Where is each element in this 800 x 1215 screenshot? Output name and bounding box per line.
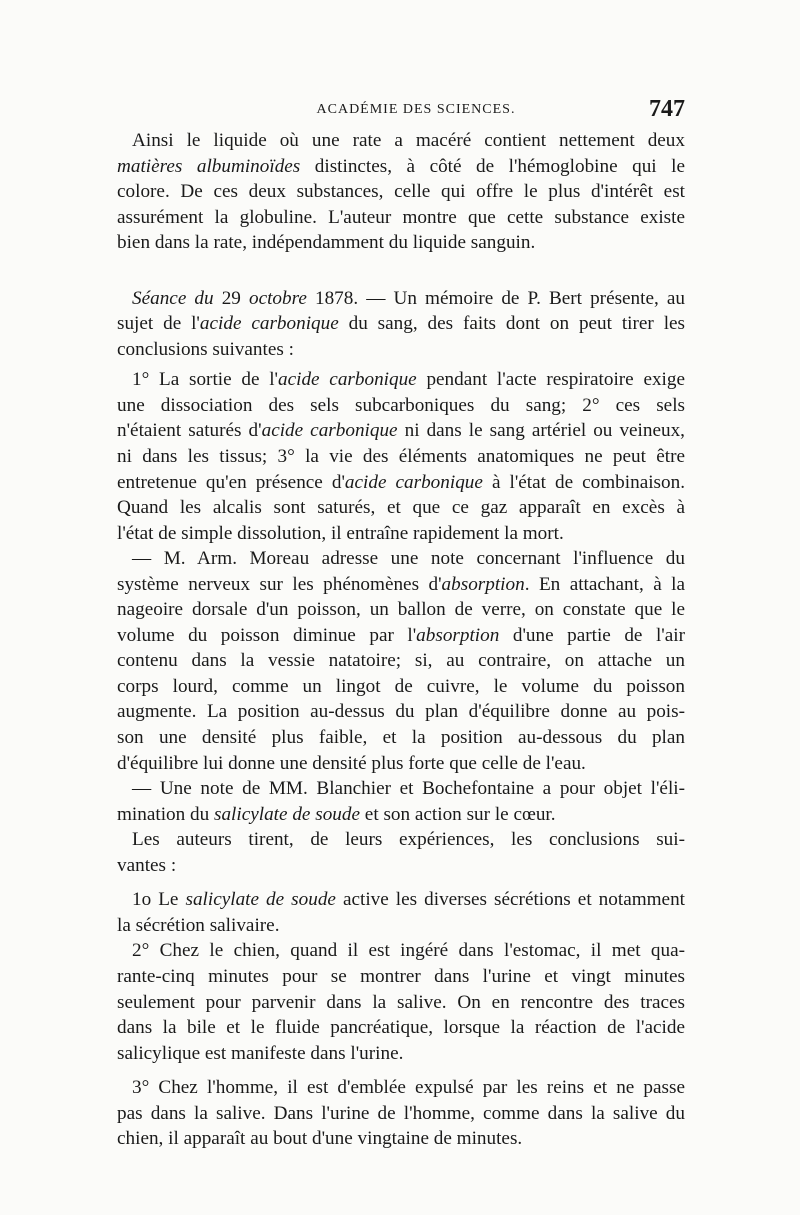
- text-line: chien, il apparaît au bout d'une vingtaine de minutes.: [117, 1128, 523, 1150]
- text-line: mination du salicylate de soude et son action sur le cœur.: [117, 803, 556, 825]
- page-number: 747: [649, 96, 685, 122]
- text-line: vantes :: [117, 854, 177, 876]
- text-line: conclusions suivantes :: [117, 338, 294, 360]
- italic-term: octobre: [248, 287, 307, 309]
- text-line: pas dans la salive. Dans l'urine de l'homme, comme dans la salive du: [117, 1102, 685, 1124]
- text-line: Séance du 29 octobre 1878. — Un mémoire de P. Bert présente, au: [132, 287, 685, 309]
- italic-term: absorption: [441, 573, 525, 595]
- text-line: — Une note de MM. Blanchier et Bochefontaine a pour objet l'éli-: [132, 778, 685, 800]
- text-line: Ainsi le liquide où une rate a macéré contient nettement deux: [132, 130, 685, 151]
- italic-term: acide carbonique: [344, 471, 483, 493]
- italic-term: acide carbonique: [261, 420, 398, 442]
- text-line: 1° La sortie de l'acide carbonique pendant l'acte respiratoire exige: [132, 369, 685, 391]
- text-line: dans la bile et le fluide pancréatique, lorsque la réaction de l'acide: [117, 1017, 685, 1039]
- text-line: matières albuminoïdes distinctes, à côté de l'hémoglobine qui le: [117, 155, 685, 177]
- text-line: n'étaient saturés d'acide carbonique ni dans le sang artériel ou veineux,: [117, 420, 685, 442]
- text-line: augmente. La position au-dessus du plan d'équilibre donne au pois-: [117, 701, 685, 723]
- text-line: assurément la globuline. L'auteur montre que cette substance existe: [117, 206, 685, 228]
- text-line: système nerveux sur les phénomènes d'absorption. En attachant, à la: [117, 573, 685, 595]
- text-line: l'état de simple dissolution, il entraîne rapidement la mort.: [117, 522, 564, 544]
- text-line: salicylique est manifeste dans l'urine.: [117, 1042, 404, 1064]
- text-line: la sécrétion salivaire.: [117, 914, 280, 936]
- text-line: bien dans la rate, indépendamment du liquide sanguin.: [117, 232, 536, 254]
- text-line: colore. De ces deux substances, celle qui offre le plus d'intérêt est: [117, 181, 685, 203]
- text-line: Les auteurs tirent, de leurs expériences, les conclusions sui-: [132, 829, 685, 851]
- italic-term: acide carbonique: [278, 369, 417, 391]
- text-line: volume du poisson diminue par l'absorption d'une partie de l'air: [117, 624, 685, 646]
- italic-term: acide carbonique: [199, 313, 339, 335]
- text-line: 1o Le salicylate de soude active les diverses sécrétions et notamment: [132, 889, 685, 911]
- running-head: [117, 96, 685, 126]
- text-line: contenu dans la vessie natatoire; si, au contraire, on attache un: [117, 650, 685, 672]
- text-line: 2° Chez le chien, quand il est ingéré dans l'estomac, il met qua-: [132, 940, 685, 962]
- text-line: sujet de l'acide carbonique du sang, des faits dont on peut tirer les: [117, 313, 685, 335]
- text-line: — M. Arm. Moreau adresse une note concernant l'influence du: [132, 548, 685, 570]
- italic-term: salicylate de soude: [185, 889, 336, 911]
- running-title: ACADÉMIE DES SCIENCES.: [316, 102, 516, 117]
- text-line: son une densité plus faible, et la position au-dessous du plan: [117, 727, 685, 749]
- text-line: d'équilibre lui donne une densité plus forte que celle de l'eau.: [117, 752, 586, 774]
- text-line: seulement pour parvenir dans la salive. On en rencontre des traces: [117, 991, 685, 1013]
- text-line: Quand les alcalis sont saturés, et que ce gaz apparaît en excès à: [117, 497, 685, 519]
- text-line: 3° Chez l'homme, il est d'emblée expulsé par les reins et ne passe: [132, 1077, 685, 1099]
- italic-term: salicylate de soude: [214, 803, 360, 825]
- text-line: nageoire dorsale d'un poisson, un ballon de verre, on constate que le: [117, 599, 685, 621]
- text-line: corps lourd, comme un lingot de cuivre, le volume du poisson: [117, 675, 685, 697]
- text-line: ni dans les tissus; 3° la vie des éléments anatomiques ne peut être: [117, 446, 685, 468]
- italic-term: matières albuminoïdes: [117, 155, 301, 177]
- italic-term: absorption: [416, 624, 500, 646]
- text-line: entretenue qu'en présence d'acide carbonique à l'état de combinaison.: [117, 471, 685, 493]
- text-line: une dissociation des sels subcarboniques du sang; 2° ces sels: [117, 394, 685, 416]
- body-text: [117, 128, 685, 1152]
- italic-term: Séance du: [132, 287, 214, 309]
- text-line: rante-cinq minutes pour se montrer dans l'urine et vingt minutes: [117, 965, 685, 987]
